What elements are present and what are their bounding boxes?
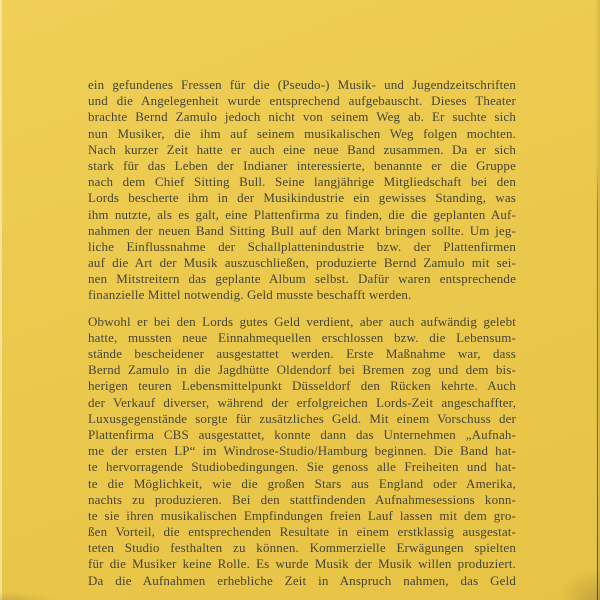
- text-line: auf die Art der Musik auszuschließen, produzierte Bernd Zamulo mit sei-: [88, 255, 516, 271]
- paragraph: [88, 314, 516, 589]
- text-line: nachts zu produzieren. Bei den stattfindenden Aufnahmesessions konn-: [88, 491, 516, 507]
- text-line: teten Studio festhalten zu können. Kommerzielle Erwägungen spielten: [88, 540, 516, 556]
- text-line: Luxusgegenstände sorgte für zusätzliches Geld. Mit einem Vorschuss der: [88, 410, 516, 426]
- text-line: nen Mitstreitern das geplante Album selbst. Dafür waren entsprechende: [88, 271, 516, 287]
- text-line: me der ersten LP“ im Windrose-Studio/Hamburg beginnen. Die Band hat-: [88, 443, 516, 459]
- page-right-fold-line: [597, 165, 599, 600]
- text-line: brachte Bernd Zamulo jedoch nicht von seinem Weg ab. Er suchte sich: [88, 109, 516, 125]
- text-line: nahmen der neuen Band Sitting Bull auf den Markt bringen sollte. Um jeg-: [88, 222, 516, 238]
- text-line: ßen Vorteil, die entsprechenden Resultate in einem erstklassig ausgestat-: [88, 524, 516, 540]
- page-left-edge-highlight: [0, 0, 2, 600]
- text-line: hatte, mussten neue Einnahmequellen erschlossen bzw. die Lebensum-: [88, 329, 516, 345]
- text-line: finanzielle Mittel notwendig. Geld musste beschafft werden.: [88, 287, 412, 303]
- text-line: Nach kurzer Zeit hatte er auch eine neue Band zusammen. Da er sich: [88, 141, 516, 157]
- text-line: liche Einflussnahme der Schallplattenindustrie bzw. der Plattenfirmen: [88, 238, 516, 254]
- text-line: Plattenfirma CBS ausgestattet, konnte dann das Unternehmen „Aufnah-: [88, 426, 516, 442]
- text-line: ein gefundenes Fressen für die (Pseudo-) Musik- und Jugendzeitschriften: [88, 77, 516, 92]
- text-line: Bernd Zamulo in die Jagdhütte Oldendorf bei Bremen zog und dem bis-: [88, 362, 516, 378]
- text-line: für die Musiker keine Rolle. Es wurde Musik der Musik willen produziert.: [88, 556, 516, 572]
- paragraph: [88, 77, 516, 304]
- text-line: te die Möglichkeit, wie die großen Stars aus England oder Amerika,: [88, 475, 516, 491]
- text-line: der Verkauf diverser, während der erfolgreichen Lords-Zeit angeschaffter,: [88, 394, 516, 410]
- text-line: Da die Aufnahmen erhebliche Zeit in Anspruch nahmen, das Geld: [88, 572, 516, 588]
- text-line: herigen teuren Lebensmittelpunkt Düsseldorf den Rücken kehrte. Auch: [88, 378, 516, 394]
- text-line: und die Angelegenheit wurde entsprechend aufgebauscht. Dieses Theater: [88, 93, 516, 109]
- text-line: Lords bescherte ihm in der Musikindustrie ein gewisses Standing, was: [88, 190, 516, 206]
- text-line: stände bescheidener ausgestattet werden. Erste Maßnahme war, dass: [88, 346, 516, 361]
- text-line: te sie ihren musikalischen Empfindungen freien Lauf lassen mit dem gro-: [88, 507, 516, 523]
- text-line: Obwohl er bei den Lords gutes Geld verdient, aber auch aufwändig gelebt: [88, 313, 516, 329]
- text-line: nun Musiker, die ihm auf seinem musikalischen Weg folgen mochten.: [88, 125, 516, 141]
- text-line: stark für das Leben der Indianer interessierte, benannte er die Gruppe: [88, 157, 516, 173]
- text-line: ihm nutzte, als es galt, eine Plattenfirma zu finden, die die geplanten Auf-: [88, 206, 516, 222]
- page-bottom-right-shadow: [560, 570, 600, 600]
- text-line: te hervorragende Studiobedingungen. Sie genoss alle Freiheiten und hat-: [88, 459, 516, 475]
- page-bottom-left-shadow: [0, 592, 60, 600]
- text-line: nach dem Chief Sitting Bull. Seine langjährige Mitgliedschaft bei den: [88, 174, 516, 190]
- body-text: [88, 77, 516, 589]
